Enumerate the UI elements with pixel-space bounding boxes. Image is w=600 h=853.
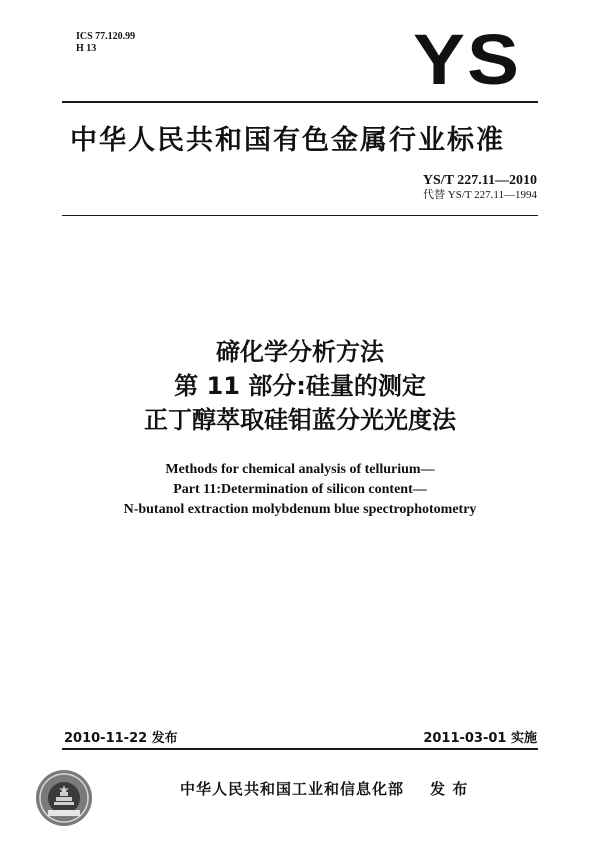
chinese-title [0, 335, 600, 437]
title-divider [62, 215, 538, 216]
implementation-date: 2011-03-01 实施 [423, 731, 537, 746]
english-title-line-3: N-butanol extraction molybdenum blue spectrophotometry [123, 502, 477, 517]
english-title [0, 460, 600, 520]
ys-logo: YS [413, 18, 522, 100]
standard-number-block [423, 172, 537, 202]
english-title-line-2: Part 11:Determination of silicon content— [173, 482, 427, 497]
publisher-line [180, 778, 468, 799]
publisher-name: 中华人民共和国工业和信息化部 [180, 780, 405, 798]
national-emblem-seal-icon [34, 768, 94, 828]
header-divider [62, 101, 538, 103]
organization-title: 中华人民共和国有色金属行业标准 [70, 125, 505, 156]
chinese-title-line-1: 碲化学分析方法 [216, 338, 384, 366]
footer-divider [62, 748, 538, 750]
ccs-code: H 13 [76, 43, 97, 54]
ics-code: ICS 77.120.99 [76, 31, 136, 42]
publisher-action: 发 布 [430, 780, 469, 798]
chinese-title-line-3: 正丁醇萃取硅钼蓝分光光度法 [144, 406, 456, 434]
standard-code: YS/T 227.11—2010 [422, 173, 537, 188]
classification-codes [76, 31, 135, 55]
chinese-title-line-2: 第 11 部分:硅量的测定 [174, 372, 426, 400]
replaces-standard: 代替 YS/T 227.11—1994 [423, 189, 537, 201]
issue-date: 2010-11-22 发布 [64, 731, 178, 746]
english-title-line-1: Methods for chemical analysis of tellurium— [165, 462, 435, 477]
